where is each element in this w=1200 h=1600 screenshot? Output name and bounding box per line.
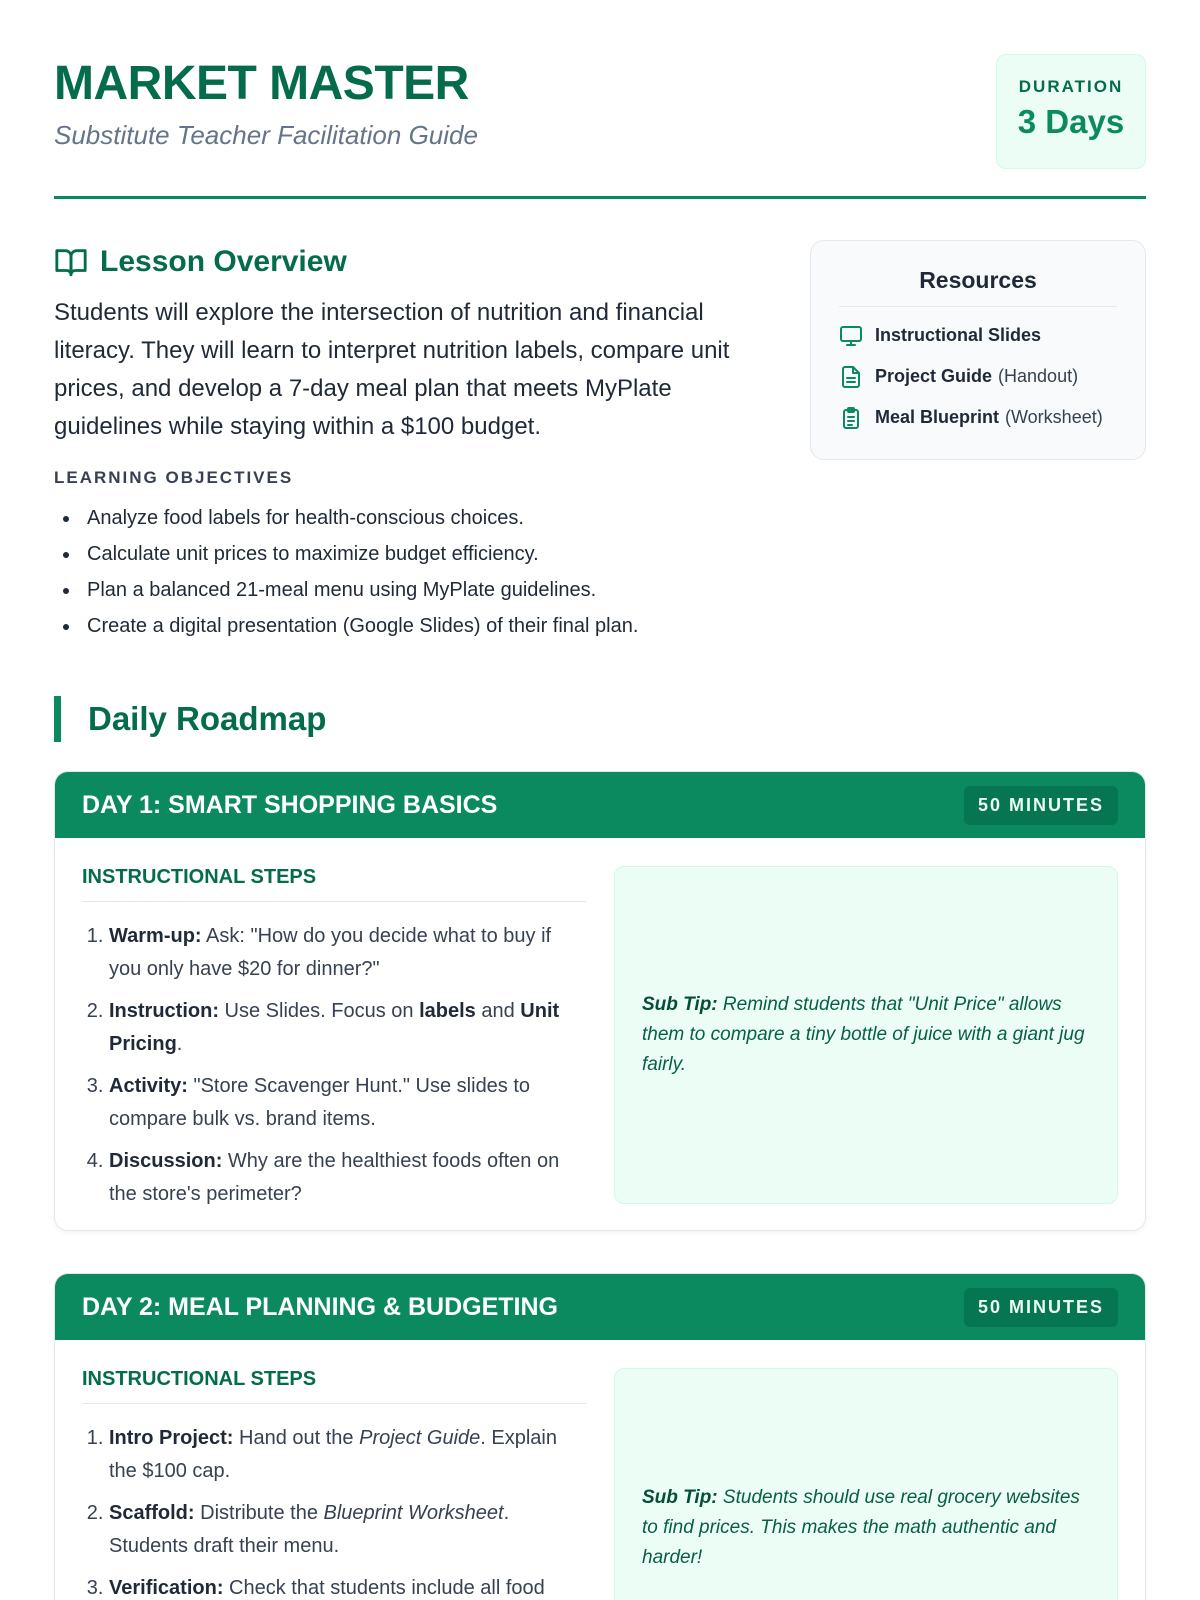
step-text: Distribute the (194, 1502, 324, 1524)
step-text: Hand out the (233, 1427, 360, 1449)
page-subtitle: Substitute Teacher Facilitation Guide (54, 120, 478, 150)
duration-badge (996, 54, 1146, 169)
step-lead: Verification: (109, 1577, 224, 1599)
resource-note: (Worksheet) (1005, 407, 1103, 427)
steps-list (82, 1422, 586, 1600)
resource-note: (Handout) (998, 366, 1079, 386)
sub-tip-label: Sub Tip: (642, 994, 718, 1015)
step-emphasis: Unit Pricing (109, 1000, 560, 1055)
steps-label: INSTRUCTIONAL STEPS (82, 866, 586, 902)
step-item (109, 1572, 586, 1600)
step-lead: Scaffold: (109, 1502, 195, 1524)
roadmap-heading (54, 696, 326, 742)
step-item (109, 1070, 586, 1136)
document-icon (839, 365, 863, 389)
overview-heading (54, 240, 774, 284)
step-text: . (176, 1033, 183, 1055)
overview-title: Lesson Overview (100, 245, 347, 278)
clipboard-icon (839, 406, 863, 430)
resource-project-guide[interactable] (839, 356, 1117, 397)
day-duration-badge: 50 MINUTES (964, 1288, 1118, 1327)
sub-tip-body: Remind students that "Unit Price" allows them to compare a tiny bottle of juice with a giant jug fairly. (642, 994, 1085, 1075)
day-header (55, 772, 1145, 838)
day-duration-badge: 50 MINUTES (964, 786, 1118, 825)
sub-tip-text (642, 1483, 1090, 1573)
page-title: MARKET MASTER (54, 57, 469, 110)
step-text: Check that students include all food (223, 1577, 545, 1599)
sub-tip-box (614, 1368, 1118, 1600)
step-lead: Discussion: (109, 1150, 223, 1172)
step-text: Ask: "How do you decide what to buy if you only have $20 for dinner?" (109, 925, 552, 980)
instructional-steps (82, 1368, 586, 1600)
day-card-1 (54, 771, 1146, 1231)
step-item (109, 1422, 586, 1488)
steps-label: INSTRUCTIONAL STEPS (82, 1368, 586, 1404)
page-header (54, 54, 1146, 199)
day-title: DAY 2: MEAL PLANNING & BUDGETING (82, 1292, 558, 1321)
day-card-2 (54, 1273, 1146, 1600)
objectives-label: LEARNING OBJECTIVES (54, 468, 294, 487)
resource-meal-blueprint[interactable] (839, 397, 1117, 438)
resources-title: Resources (839, 267, 1117, 307)
step-lead: Warm-up: (109, 925, 202, 947)
sub-tip-text (642, 990, 1090, 1080)
step-item (109, 1497, 586, 1563)
open-book-icon (54, 245, 88, 279)
duration-value: 3 Days (1017, 103, 1125, 140)
presentation-icon (839, 324, 863, 348)
sub-tip-body: Students should use real grocery websites to find prices. This makes the math authentic and harder! (642, 1487, 1080, 1568)
step-lead: Intro Project: (109, 1427, 234, 1449)
step-text: Use Slides. Focus on (219, 1000, 420, 1022)
resource-name: Project Guide (875, 366, 993, 386)
resource-name: Instructional Slides (875, 325, 1042, 345)
step-text: and (475, 1000, 521, 1022)
step-italic: Project Guide (359, 1427, 481, 1449)
resource-instructional-slides[interactable] (839, 315, 1117, 356)
resources-panel (810, 240, 1146, 460)
step-text: . Explain the $100 cap. (109, 1427, 557, 1482)
step-item (109, 920, 586, 986)
sub-tip-label: Sub Tip: (642, 1487, 718, 1508)
overview-text: Students will explore the intersection of nutrition and financial literacy. They will learn to interpret nutrition labels, compare unit prices, and develop a 7-day meal plan that meets MyPlate guidelines while staying within a $100 budget. (54, 299, 730, 440)
step-item (109, 995, 586, 1061)
step-italic: Blueprint Worksheet (323, 1502, 504, 1524)
objective-item: Plan a balanced 21-meal menu using MyPlate guidelines. (54, 572, 774, 608)
instructional-steps (82, 866, 586, 1220)
step-lead: Activity: (109, 1075, 188, 1097)
day-title: DAY 1: SMART SHOPPING BASICS (82, 790, 498, 819)
resource-name: Meal Blueprint (875, 407, 1000, 427)
steps-list (82, 920, 586, 1211)
objective-item: Calculate unit prices to maximize budget efficiency. (54, 536, 774, 572)
sub-tip-box (614, 866, 1118, 1204)
day-header (55, 1274, 1145, 1340)
step-lead: Instruction: (109, 1000, 219, 1022)
step-text: Why are the healthiest foods often on the store's perimeter? (109, 1150, 560, 1205)
step-emphasis: labels (419, 1000, 476, 1022)
duration-label: DURATION (1018, 77, 1124, 96)
step-item (109, 1145, 586, 1211)
step-text: "Store Scavenger Hunt." Use slides to compare bulk vs. brand items. (109, 1075, 531, 1130)
objective-item: Analyze food labels for health-conscious choices. (54, 500, 774, 536)
objective-item: Create a digital presentation (Google Slides) of their final plan. (54, 608, 774, 644)
roadmap-title: Daily Roadmap (88, 700, 327, 737)
step-text: . Students draft their menu. (109, 1502, 510, 1557)
objectives-list (54, 500, 774, 644)
lesson-overview (54, 240, 774, 644)
